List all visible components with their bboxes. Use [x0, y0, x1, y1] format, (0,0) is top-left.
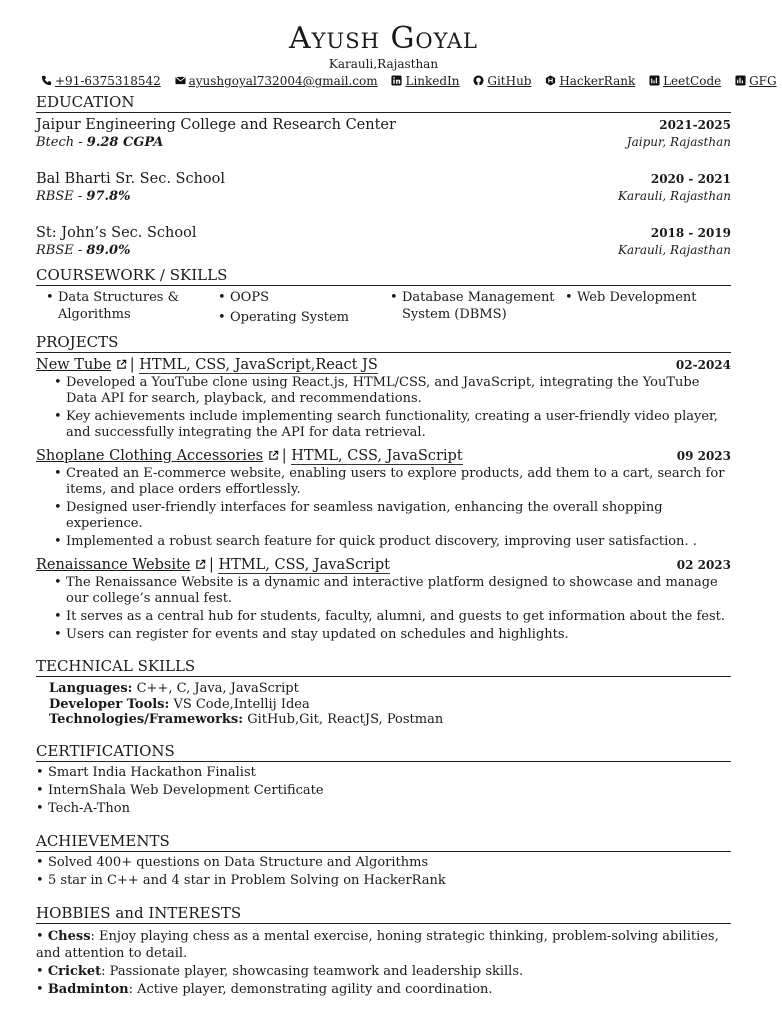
score: 9.28 CGPA — [86, 135, 164, 150]
list-item: • Key achievements include implementing search functionality, creating a user-friendly video player, and successfully integrating the API for data retrieval. — [36, 409, 731, 441]
leetcode-icon — [649, 75, 660, 86]
project-link[interactable]: New Tube — [36, 357, 112, 373]
project-header: New Tube | HTML, CSS, JavaScript,React JS 02-2024 — [36, 357, 731, 373]
skill-label: Languages: — [49, 681, 133, 696]
list-item: • Developed a YouTube clone using React.js, HTML/CSS, and JavaScript, integrating the YouTube Data API for search, playback, and recommendations. — [36, 375, 731, 407]
score: 89.0% — [86, 243, 131, 258]
technical-skills-list — [36, 681, 731, 728]
contact-linkedin[interactable]: LinkedIn — [391, 74, 463, 88]
project-date: 09 2023 — [676, 449, 731, 463]
list-item: • Implemented a robust search feature for quick product discovery, improving user satisfaction. . — [36, 534, 731, 550]
list-item: • Data Structures & Algorithms — [36, 289, 208, 323]
list-item: • Designed user-friendly interfaces for seamless navigation, enhancing the overall shopping experience. — [36, 500, 731, 532]
list-item: • 5 star in C++ and 4 star in Problem Solving on HackerRank — [36, 873, 731, 889]
project-bullets — [36, 575, 731, 643]
list-item: • OOPS — [208, 289, 380, 306]
contact-email[interactable]: ayushgoyal732004@gmail.com — [175, 74, 382, 88]
edu-date: 2021-2025 — [659, 118, 731, 132]
degree: RBSE - — [36, 189, 87, 204]
list-item: • Web Development — [555, 289, 727, 306]
list-item: • Database Management System (DBMS) — [380, 289, 555, 323]
linkedin-icon — [391, 75, 402, 86]
hobby-label: Chess — [47, 928, 91, 944]
edu-place: Karauli, Rajasthan — [618, 243, 731, 257]
skill-label: Developer Tools: — [49, 696, 170, 712]
coursework-list — [36, 289, 731, 329]
projects-heading: PROJECTS — [36, 333, 731, 353]
contact-bar — [36, 73, 777, 89]
contact-hackerrank[interactable]: HackerRank — [545, 74, 639, 88]
project-header: Shoplane Clothing Accessories | HTML, CSS, JavaScript 09 2023 — [36, 448, 731, 464]
score: 97.8% — [86, 189, 131, 204]
list-item: • The Renaissance Website is a dynamic and interactive platform designed to showcase and manage our college’s annual fest. — [36, 575, 731, 607]
education-entry — [36, 224, 731, 259]
hobbies-list — [36, 928, 731, 998]
project-date: 02-2024 — [675, 358, 731, 372]
list-item: • Badminton: Active player, demonstrating agility and coordination. — [36, 981, 493, 997]
project-bullets — [36, 466, 731, 550]
list-item: • Solved 400+ questions on Data Structure and Algorithms — [36, 855, 731, 871]
list-item: • It serves as a central hub for students, faculty, alumni, and guests to get information about the fest. — [36, 609, 731, 625]
hobby-label: Cricket — [47, 963, 102, 979]
project-link[interactable]: Shoplane Clothing Accessories — [36, 448, 264, 464]
list-item: • InternShala Web Development Certificate — [36, 783, 731, 799]
school-name: Bal Bharti Sr. Sec. School — [36, 171, 226, 187]
project-tech: HTML, CSS, JavaScript,React JS — [139, 357, 378, 373]
list-item: • Tech-A-Thon — [36, 801, 731, 817]
project-bullets — [36, 375, 731, 441]
technical-skills-heading: TECHNICAL SKILLS — [36, 657, 731, 677]
hobby-text: : Enjoy playing chess as a mental exercise, honing strategic thinking, problem-solving abilities, and attention to detail. — [36, 928, 719, 961]
edu-place: Karauli, Rajasthan — [618, 189, 731, 203]
contact-gfg[interactable]: GFG — [735, 74, 777, 88]
project-tech: HTML, CSS, JavaScript — [291, 448, 463, 464]
education-entry — [36, 116, 731, 151]
degree: RBSE - — [36, 243, 87, 258]
hobby-text: : Passionate player, showcasing teamwork and leadership skills. — [101, 963, 524, 979]
project-tech: HTML, CSS, JavaScript — [218, 557, 390, 573]
achievements-list — [36, 855, 731, 889]
coursework-heading: COURSEWORK / SKILLS — [36, 266, 731, 286]
candidate-location: Karauli,Rajasthan — [328, 57, 439, 71]
school-name: Jaipur Engineering College and Research Center — [36, 117, 396, 133]
github-icon — [473, 75, 484, 86]
gfg-icon — [735, 75, 746, 86]
edu-place: Jaipur, Rajasthan — [626, 135, 731, 149]
list-item: • Users can register for events and stay updated on schedules and highlights. — [36, 627, 731, 643]
skill-value: C++, C, Java, JavaScript — [136, 681, 299, 696]
degree: Btech - — [36, 135, 87, 150]
list-item: • Created an E-commerce website, enabling users to explore products, add them to a cart, search for items, and place orders effortlessly. — [36, 466, 731, 498]
resume-page — [36, 0, 777, 999]
edu-date: 2020 - 2021 — [650, 172, 731, 186]
achievements-heading: ACHIEVEMENTS — [36, 832, 731, 852]
email-icon — [175, 75, 186, 86]
certifications-heading: CERTIFICATIONS — [36, 742, 731, 762]
skill-value: VS Code,Intellij Idea — [173, 696, 310, 712]
list-item: • Operating System — [208, 309, 380, 326]
project-date: 02 2023 — [676, 558, 731, 572]
hackerrank-icon — [545, 75, 556, 86]
edu-date: 2018 - 2019 — [650, 226, 731, 240]
contact-leetcode[interactable]: LeetCode — [649, 74, 725, 88]
project-header: Renaissance Website | HTML, CSS, JavaScript 02 2023 — [36, 557, 731, 573]
external-link-icon[interactable] — [268, 450, 279, 461]
certifications-list — [36, 765, 731, 817]
hobby-text: : Active player, demonstrating agility and coordination. — [128, 981, 493, 997]
contact-github[interactable]: GitHub — [473, 74, 535, 88]
list-item: • Smart India Hackathon Finalist — [36, 765, 731, 781]
school-name: St: John’s Sec. School — [36, 225, 197, 241]
list-item: • Cricket: Passionate player, showcasing teamwork and leadership skills. — [36, 963, 524, 979]
hobby-label: Badminton — [47, 981, 129, 997]
list-item: • Chess: Enjoy playing chess as a mental exercise, honing strategic thinking, problem-solving abilities, and attention to detail. — [36, 928, 719, 961]
education-entry — [36, 170, 731, 205]
external-link-icon[interactable] — [116, 359, 127, 370]
phone-icon — [41, 75, 52, 86]
external-link-icon[interactable] — [195, 559, 206, 570]
skill-label: Technologies/Frameworks: — [49, 712, 244, 727]
project-link[interactable]: Renaissance Website — [36, 557, 191, 573]
candidate-name: Ayush Goyal — [289, 21, 478, 56]
skill-value: GitHub,Git, ReactJS, Postman — [247, 712, 444, 727]
contact-phone[interactable]: +91-6375318542 — [41, 74, 165, 88]
education-heading: EDUCATION — [36, 93, 731, 113]
hobbies-heading: HOBBIES and INTERESTS — [36, 904, 731, 924]
